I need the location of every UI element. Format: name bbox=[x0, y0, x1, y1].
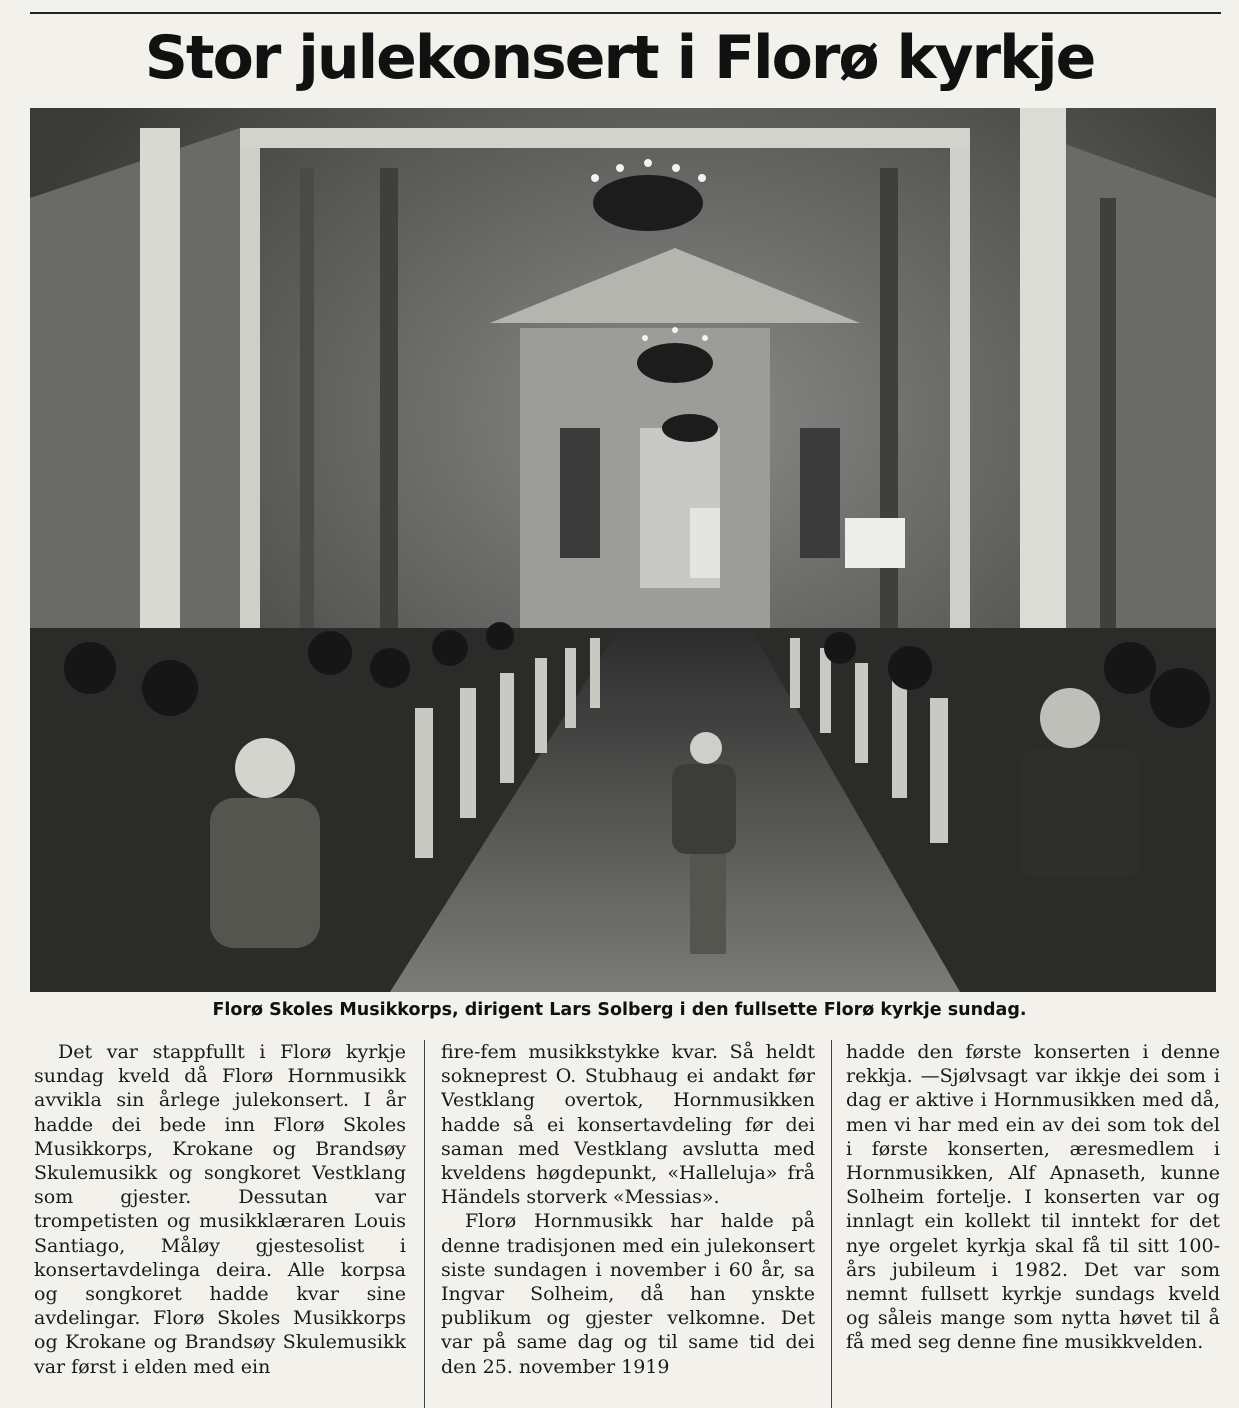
article-column-2 bbox=[441, 1040, 815, 1408]
church-concert-photo bbox=[30, 108, 1216, 992]
top-rule bbox=[30, 12, 1221, 14]
paragraph: fire-fem musikkstykke kvar. Så heldt sokneprest O. Stubhaug ei andakt før Vestklang overtok, Hornmusikken hadde så ei konsertavdeling før dei saman med Vestklang avslutta med kveldens høgdepunkt, «Halleluja» frå Händels storverk «Messias». bbox=[441, 1041, 815, 1209]
article-column-1 bbox=[34, 1040, 406, 1408]
column-rule bbox=[424, 1040, 425, 1408]
paragraph: Florø Hornmusikk har halde på denne tradisjonen med ein julekonsert siste sundagen i november i 60 år, sa Ingvar Solheim, då han ynskte publikum og gjester velkomne. Det var på same dag og til same tid dei den 25. november 1919 bbox=[441, 1210, 815, 1378]
photo-caption: Florø Skoles Musikkorps, dirigent Lars Solberg i den fullsette Florø kyrkje sundag. bbox=[212, 1000, 1027, 1020]
headline: Stor julekonsert i Florø kyrkje bbox=[144, 23, 1095, 93]
paragraph: Det var stappfullt i Florø kyrkje sundag kveld då Florø Hornmusikk avvikla sin årlege julekonsert. I år hadde dei bede inn Florø Skoles Musikkorps, Krokane og Brandsøy Skulemusikk og songkoret Vestklang som gjester. Dessutan var trompetisten og musikklæraren Louis Santiago, Måløy gjestesolist i konsertavdelinga deira. Alle korpsa og songkoret hadde kvar sine avdelingar. Florø Skoles Musikkorps og Krokane og Brandsøy Skulemusikk var først i elden med ein bbox=[34, 1041, 406, 1378]
article-column-3 bbox=[846, 1040, 1220, 1408]
paragraph: hadde den første konserten i denne rekkja. —Sjølvsagt var ikkje dei som i dag er aktive i Hornmusikken med då, men vi har med ein av dei som tok del i første konserten, æresmedlem i Hornmusikken, Alf Apnaseth, kunne Solheim fortelje. I konserten var og innlagt ein kollekt til inntekt for det nye orgelet kyrkja skal få til sitt 100-års jubileum i 1982. Det var som nemnt fullsett kyrkje sundags kveld og såleis mange som nytta høvet til å få med seg denne fine musikkvelden. bbox=[846, 1041, 1220, 1354]
column-rule bbox=[831, 1040, 832, 1408]
